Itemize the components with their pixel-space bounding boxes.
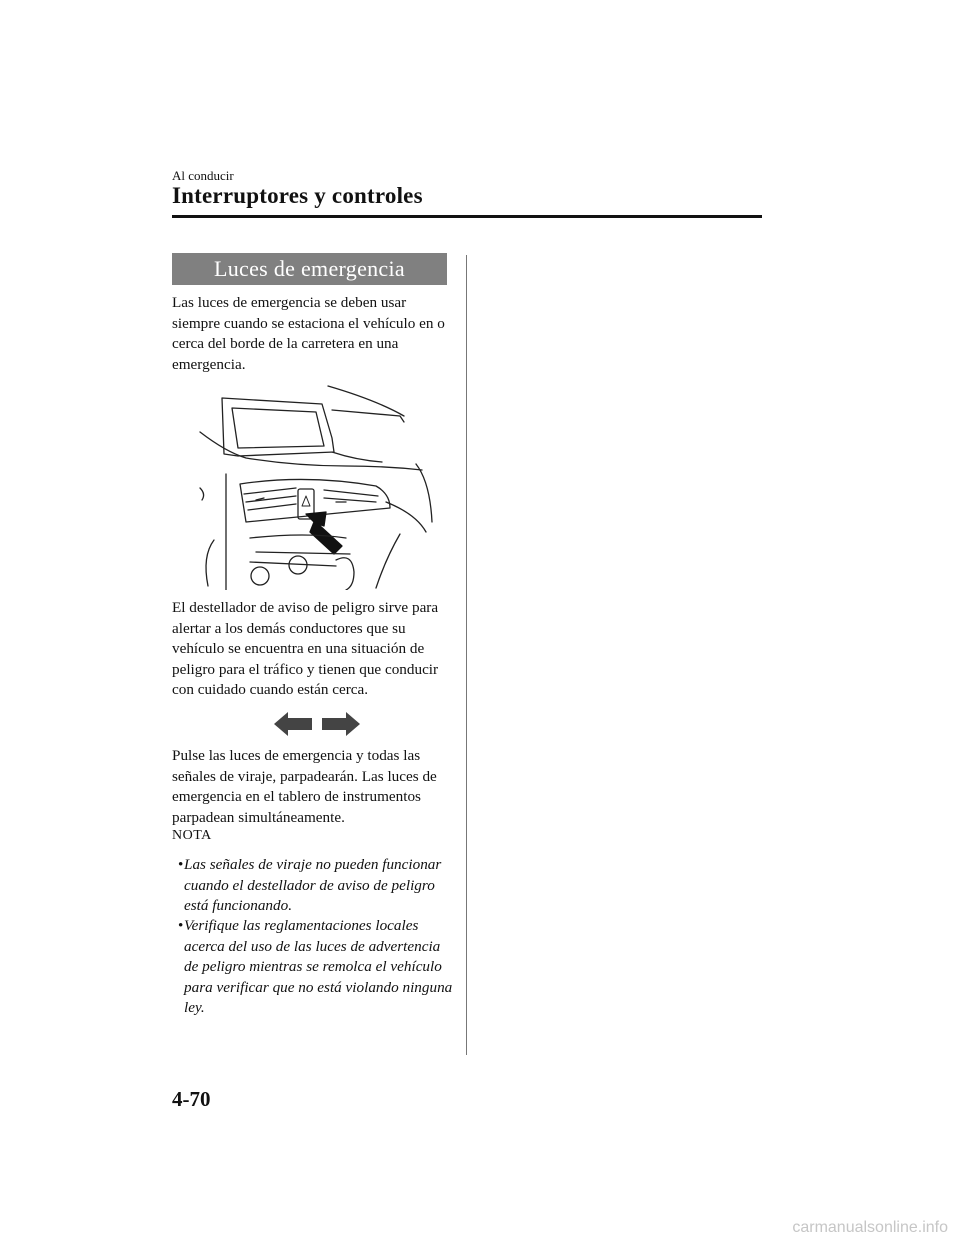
header-rule — [172, 215, 762, 218]
hazard-switch-dashboard-illustration — [186, 382, 436, 590]
turn-signal-arrows-icon — [272, 710, 362, 738]
note-label: NOTA — [172, 828, 212, 843]
section-heading: Luces de emergencia — [172, 253, 447, 285]
bullet-marker: • — [178, 856, 184, 873]
chapter-title: Interruptores y controles — [172, 183, 423, 208]
operation-paragraph: Pulse las luces de emergencia y todas las señales de viraje, parpadearán. Las luces de emergencia en el tablero de instrumentos parpadean simultáneamente. — [172, 747, 437, 826]
section-label: Al conducir — [172, 168, 234, 183]
column-divider — [466, 255, 467, 1055]
intro-paragraph: Las luces de emergencia se deben usar siempre cuando se estaciona el vehículo en o cerca del borde de la carretera en una emergencia. — [172, 294, 445, 373]
note-item — [178, 916, 458, 1019]
page-number: 4-70 — [172, 1087, 211, 1111]
description-paragraph: El destellador de aviso de peligro sirve para alertar a los demás conductores que su vehículo se encuentra en una situación de peligro para el tráfico y tienen que conducir con cuidado cuando están cerca. — [172, 599, 439, 698]
note-text: Verifique las reglamentaciones locales acerca del uso de las luces de advertencia de peligro mientras se remolca el vehículo para verificar que no está violando ninguna ley. — [184, 917, 453, 1016]
watermark-text: carmanualsonline.info — [792, 1219, 948, 1236]
note-text: Las señales de viraje no pueden funcionar cuando el destellador de aviso de peligro está funcionando. — [184, 856, 442, 914]
note-item — [178, 855, 458, 917]
bullet-marker: • — [178, 917, 184, 934]
